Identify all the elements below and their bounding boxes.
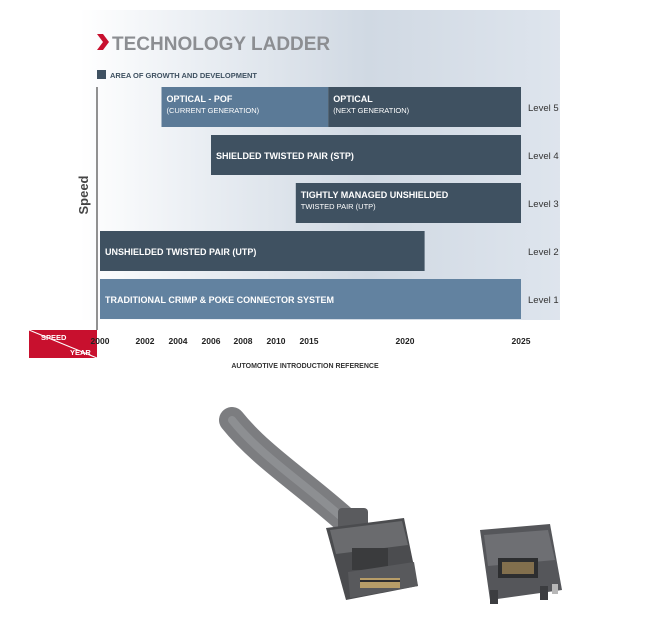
x-axis-label: AUTOMOTIVE INTRODUCTION REFERENCE [231, 363, 379, 370]
y-axis-label: Speed [76, 175, 91, 215]
level-label-4: Level 4 [528, 151, 559, 162]
bar-label-1-0: UNSHIELDED TWISTED PAIR (UTP) [105, 247, 257, 257]
x-tick-labels-group [91, 336, 531, 346]
level-label-3: Level 3 [528, 199, 559, 210]
x-tick-2006: 2006 [201, 336, 221, 346]
bar-label-0-0: TRADITIONAL CRIMP & POKE CONNECTOR SYSTEM [105, 295, 335, 305]
bar-label-5-1: (NEXT GENERATION) [333, 106, 410, 115]
x-tick-2020: 2020 [395, 336, 415, 346]
x-tick-2015: 2015 [299, 336, 319, 346]
bar-label-2-1: TWISTED PAIR (UTP) [300, 202, 376, 211]
bar-label-5-0: OPTICAL [333, 94, 373, 104]
cable-highlight [232, 420, 345, 520]
level-label-1: Level 1 [528, 295, 559, 306]
speed-year-corner [29, 330, 97, 358]
bar-label-4-1: (CURRENT GENERATION) [166, 106, 260, 115]
bar-label-4-0: OPTICAL - POF [166, 94, 233, 104]
bar-label-2-0: TIGHTLY MANAGED UNSHIELDED [300, 190, 449, 200]
connector-photo [0, 400, 652, 623]
bar-label-3-0: SHIELDED TWISTED PAIR (STP) [216, 151, 354, 161]
connector-header [480, 524, 562, 604]
x-tick-2008: 2008 [233, 336, 253, 346]
x-tick-2000: 2000 [90, 336, 110, 346]
x-tick-2002: 2002 [135, 336, 155, 346]
connector-plug [326, 518, 418, 600]
corner-year-label: YEAR [70, 348, 91, 357]
x-tick-2025: 2025 [511, 336, 531, 346]
legend-label: AREA OF GROWTH AND DEVELOPMENT [110, 71, 257, 80]
chart-title: TECHNOLOGY LADDER [112, 34, 331, 55]
x-tick-2010: 2010 [266, 336, 286, 346]
level-label-5: Level 5 [528, 103, 559, 114]
x-tick-2004: 2004 [168, 336, 188, 346]
legend-swatch [97, 70, 106, 79]
corner-speed-label: SPEED [41, 333, 67, 342]
level-label-2: Level 2 [528, 247, 559, 258]
